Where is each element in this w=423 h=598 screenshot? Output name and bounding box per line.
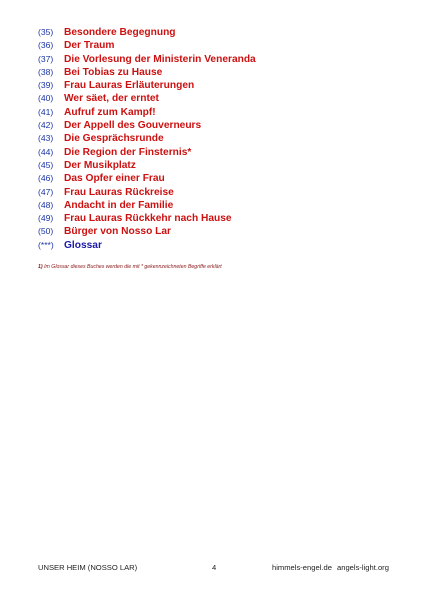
toc-entry-number: (50) [38, 226, 54, 237]
toc-entry-title: Die Gesprächsrunde [64, 133, 164, 145]
page-footer [0, 563, 423, 575]
toc-entry[interactable] [38, 53, 408, 66]
toc-entry-title: Der Musikplatz [64, 159, 136, 171]
toc-entry-number: (42) [38, 120, 54, 131]
toc-entry[interactable] [38, 39, 408, 52]
toc-entry[interactable] [38, 106, 408, 119]
footnote-text: Im Glossar dieses Buches werden die mit * gekennzeichneten Begriffe erklärt [44, 264, 222, 270]
toc-entry-number: (36) [38, 40, 54, 51]
toc-entry-title: Bei Tobias zu Hause [64, 66, 163, 78]
toc-entry[interactable] [38, 26, 408, 39]
page-number: 4 [212, 563, 217, 572]
footer-site-link-2[interactable]: angels-light.org [337, 563, 389, 572]
toc-entry-number: (48) [38, 199, 54, 210]
toc-entry-number: (40) [38, 93, 54, 104]
toc-entry-number: (47) [38, 186, 54, 197]
toc-entry[interactable] [38, 212, 408, 225]
toc-entry-number: (46) [38, 173, 54, 184]
toc-entry-number: (44) [38, 146, 54, 157]
toc-entry-number: (39) [38, 80, 54, 91]
toc-entry-title: Besondere Begegnung [64, 27, 176, 38]
toc-entry[interactable] [38, 79, 408, 92]
toc-entry-title: Der Appell des Gouverneurs [64, 120, 202, 132]
toc-entry-number: (37) [38, 53, 54, 64]
toc-entry-title: Der Traum [64, 40, 115, 52]
toc-entry[interactable] [38, 239, 408, 252]
table-of-contents [38, 26, 408, 252]
toc-entry-number: (43) [38, 133, 54, 144]
toc-entry-title: Wer säet, der erntet [64, 93, 159, 105]
footnote-marker: 1) [38, 264, 43, 270]
footer-site-link[interactable]: himmels-engel.de [272, 563, 332, 572]
toc-entry-title: Andacht in der Familie [64, 199, 174, 211]
toc-entry-title: Frau Lauras Rückreise [64, 186, 174, 198]
toc-entry[interactable] [38, 66, 408, 79]
toc-entry[interactable] [38, 146, 408, 159]
toc-entry-title: Das Opfer einer Frau [64, 173, 165, 185]
toc-entry[interactable] [38, 186, 408, 199]
toc-entry-title: Die Vorlesung der Ministerin Veneranda [64, 53, 256, 65]
toc-entry[interactable] [38, 225, 408, 238]
toc-entry-title: Glossar [64, 239, 102, 251]
toc-entry[interactable] [38, 159, 408, 172]
toc-entry-number: (***) [38, 239, 54, 250]
toc-entry-title: Die Region der Finsternis* [64, 146, 192, 158]
toc-entry-number: (41) [38, 106, 54, 117]
toc-entry-number: (38) [38, 66, 54, 77]
toc-entry-number: (45) [38, 159, 54, 170]
toc-entry-title: Frau Lauras Rückkehr nach Hause [64, 213, 232, 225]
toc-entry-number: (49) [38, 213, 54, 224]
toc-entry[interactable] [38, 132, 408, 145]
toc-entry[interactable] [38, 119, 408, 132]
toc-entry[interactable] [38, 172, 408, 185]
toc-entry-title: Bürger von Nosso Lar [64, 226, 171, 238]
footer-book-title: UNSER HEIM (NOSSO LAR) [38, 563, 138, 572]
toc-entry-title: Aufruf zum Kampf! [64, 106, 156, 118]
toc-entry-title: Frau Lauras Erläuterungen [64, 80, 195, 92]
toc-entry[interactable] [38, 199, 408, 212]
toc-entry[interactable] [38, 92, 408, 105]
toc-entry-number: (35) [38, 27, 54, 37]
footnote [38, 264, 222, 270]
